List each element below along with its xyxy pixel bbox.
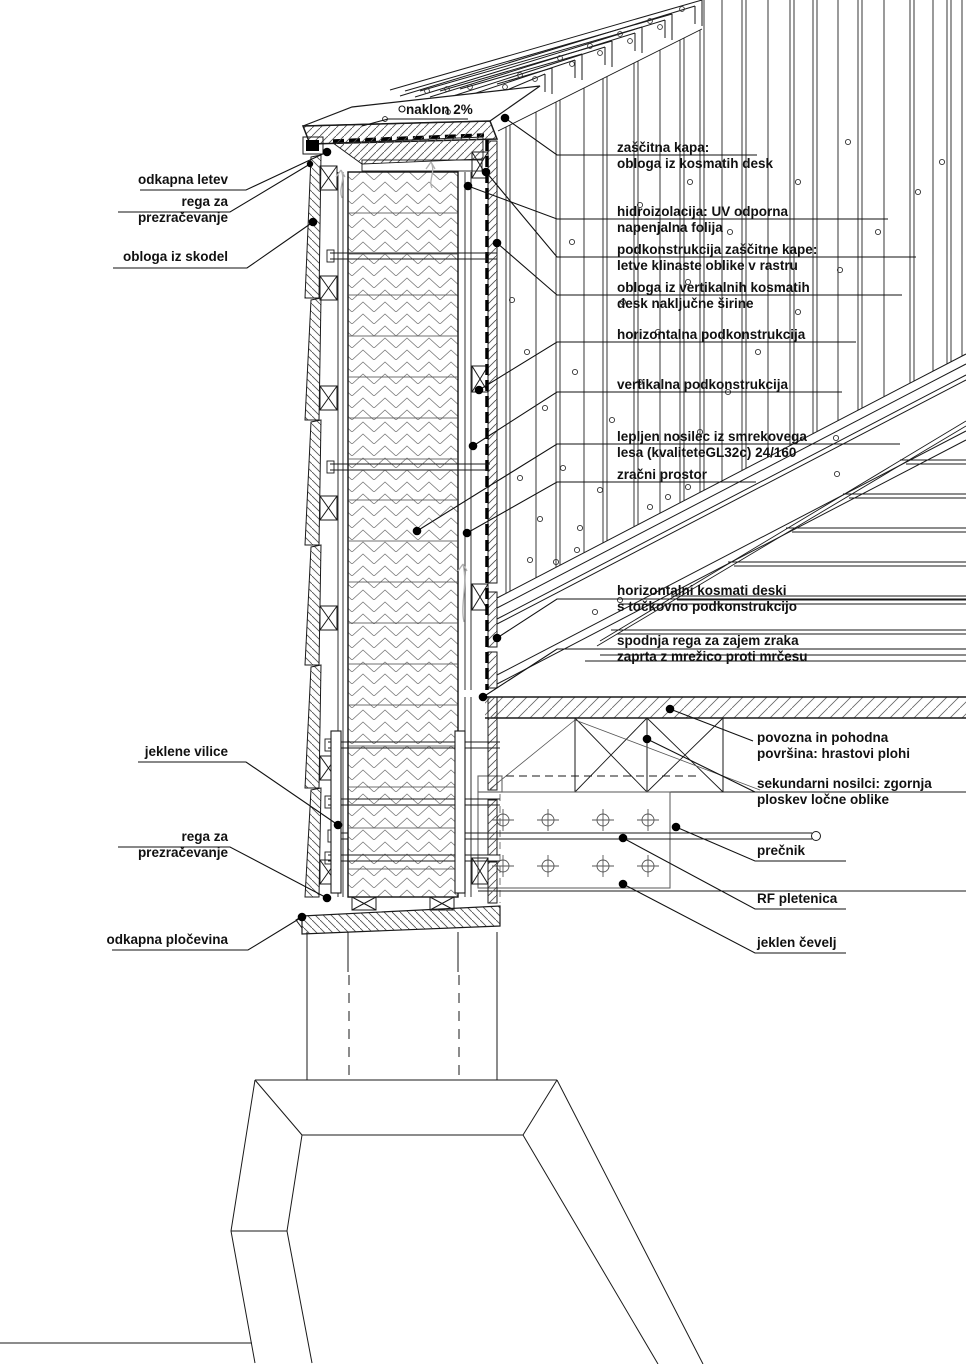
glulam-core (348, 172, 458, 897)
label-obloga-iz-skodel: obloga iz skodel (122, 249, 228, 264)
base-assembly (296, 897, 500, 934)
label-sekundarni-nosilci: sekundarni nosilci: zgornja ploskev ločne oblike (757, 776, 932, 807)
label-horizontalni-kosmati-deski: horizontalni kosmati deski s točkovno podkonstrukcijo (617, 583, 798, 614)
footing (0, 1080, 703, 1364)
label-vertikalna-podkonstrukcija: vertikalna podkonstrukcija (617, 377, 789, 392)
label-hidroizolacija: hidroizolacija: UV odporna napenjalna folija (617, 204, 789, 235)
label-rega-za-prezracevanje-spodaj: rega za prezračevanje (137, 829, 228, 860)
label-zracni-prostor: zračni prostor (617, 467, 708, 482)
pylon (0, 86, 703, 1364)
protective-cap (303, 86, 540, 171)
left-shingle-cladding (305, 155, 321, 897)
label-odkapna-plocevina: odkapna pločevina (106, 932, 228, 947)
concrete-pier (307, 932, 497, 1080)
bolt-crosses (492, 809, 659, 877)
label-horizontalna-podkonstrukcija: horizontalna podkonstrukcija (617, 327, 806, 342)
label-lepljen-nosilec: lepljen nosilec iz smrekovega lesa (kvaliteteGL32c) 24/160 (617, 429, 807, 460)
label-zascitna-kapa: zaščitna kapa: obloga iz kosmatih desk (617, 140, 774, 171)
label-rf-pletenica: RF pletenica (757, 891, 838, 906)
drip-sheet (302, 906, 500, 934)
deck-surface (485, 697, 966, 718)
horizontal-boards (585, 460, 966, 661)
label-podkonstrukcija-zascitne-kape: podkonstrukcija zaščitne kape: letve klinaste oblike v rastru (617, 242, 818, 273)
label-povozna-povrsina: povozna in pohodna površina: hrastovi plohi (757, 730, 911, 761)
label-precnik: prečnik (757, 843, 806, 858)
label-jeklen-cevelj: jeklen čevelj (757, 935, 837, 950)
label-naklon: naklon 2% (406, 102, 473, 117)
label-rega-za-prezracevanje-zgoraj: rega za prezračevanje (137, 194, 228, 225)
label-odkapna-letev: odkapna letev (137, 172, 228, 187)
right-board-cladding (488, 141, 497, 903)
label-jeklene-vilice: jeklene vilice (144, 744, 228, 759)
label-spodnja-rega: spodnja rega za zajem zraka zaprta z mrežico proti mrčesu (617, 633, 808, 664)
label-obloga-iz-vertikalnih-desk: obloga iz vertikalnih kosmatih desk naključne širine (617, 280, 810, 311)
